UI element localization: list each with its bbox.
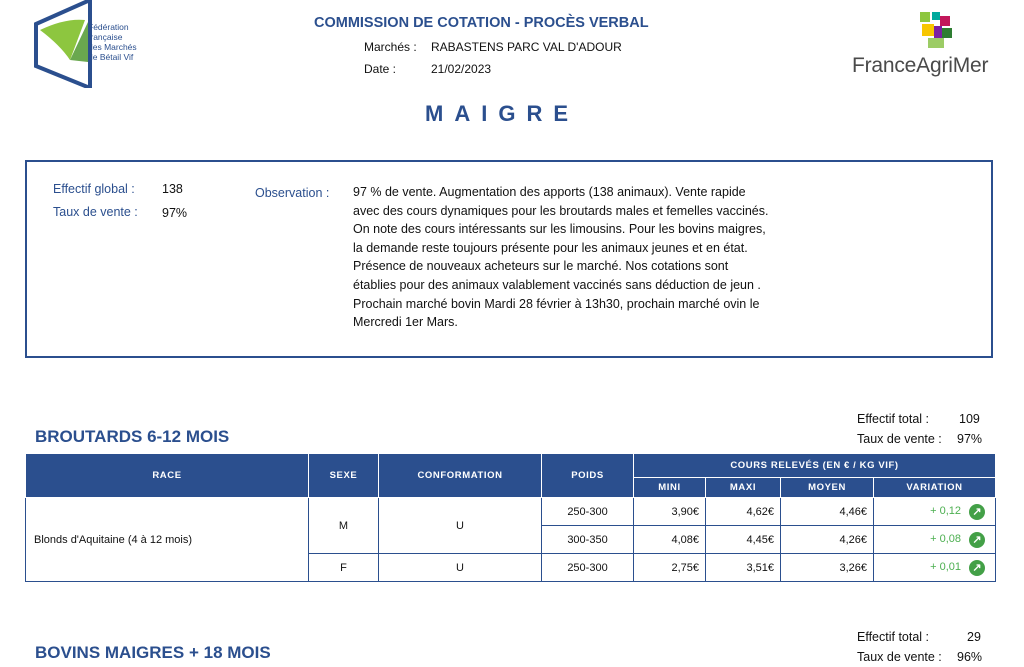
mini-cell: 3,90€	[634, 498, 706, 526]
mini-cell: 2,75€	[634, 554, 706, 582]
section-title-bovins-maigres: BOVINS MAIGRES + 18 MOIS	[35, 643, 271, 662]
header-maxi: MAXI	[706, 478, 781, 498]
section-taux-value: 97%	[957, 432, 983, 446]
effectif-global-value: 138	[162, 182, 183, 196]
sexe-cell: F	[309, 554, 379, 582]
franceagrimer-mosaic-icon	[914, 10, 958, 50]
ffmbv-line-3: des Marchés	[88, 42, 137, 52]
up-arrow-icon: ↗	[969, 532, 985, 548]
section-effectif-value: 109	[959, 412, 980, 426]
header-sexe: SEXE	[309, 454, 379, 498]
document-title: COMMISSION DE COTATION - PROCÈS VERBAL	[314, 15, 649, 31]
poids-cell: 300-350	[542, 526, 634, 554]
section-effectif-label: Effectif total :	[857, 630, 930, 644]
market-value: RABASTENS PARC VAL D'ADOUR	[431, 40, 622, 54]
maxi-cell: 4,45€	[706, 526, 781, 554]
section-effectif-label: Effectif total :	[857, 412, 930, 426]
main-title: MAIGRE	[425, 101, 579, 126]
variation-value: + 0,12	[930, 505, 961, 518]
header-race: RACE	[26, 454, 309, 498]
moyen-cell: 4,26€	[781, 526, 874, 554]
ffmbv-line-4: de Bétail Vif	[88, 52, 134, 62]
poids-cell: 250-300	[542, 554, 634, 582]
variation-value: + 0,08	[930, 533, 961, 546]
variation-cell	[874, 498, 996, 526]
section-taux-label: Taux de vente :	[857, 432, 942, 446]
conformation-cell: U	[379, 554, 542, 582]
header-poids: POIDS	[542, 454, 634, 498]
cotation-table	[25, 453, 996, 582]
section-effectif-value: 29	[967, 630, 981, 644]
section-taux-label: Taux de vente :	[857, 650, 942, 664]
section-taux-value: 96%	[957, 650, 983, 664]
header-mini: MINI	[634, 478, 706, 498]
observation-text: 97 % de vente. Augmentation des apports (138 animaux). Vente rapide avec des cours dynamiques pour les broutards males et femelles vaccinés. On note des cours intéressants sur les limousins. Pour les bovins maigres, la demande reste toujours présente pour les animaux jeunes et en état. Présence de nouveaux acheteurs sur le marché. Nos cotations sont établies pour des animaux valablement vaccinés sans déduction de jeun . Prochain marché bovin Mardi 28 février à 13h30, prochain marché ovin le Mercredi 1er Mars.	[353, 185, 769, 330]
ffmbv-line-2: française	[88, 32, 123, 42]
mini-cell: 4,08€	[634, 526, 706, 554]
ffmbv-line-1: Fédération	[88, 22, 129, 32]
date-value: 21/02/2023	[431, 62, 492, 76]
maxi-cell: 3,51€	[706, 554, 781, 582]
market-label: Marchés :	[364, 40, 417, 54]
header-cours: COURS RELEVÉS (EN € / KG VIF)	[634, 454, 996, 478]
header-conformation: CONFORMATION	[379, 454, 542, 498]
variation-cell	[874, 526, 996, 554]
effectif-global-label: Effectif global :	[53, 182, 135, 196]
header-variation: VARIATION	[874, 478, 996, 498]
variation-cell	[874, 554, 996, 582]
taux-vente-label: Taux de vente :	[53, 205, 138, 219]
sexe-cell: M	[309, 498, 379, 554]
observation-label: Observation :	[255, 186, 330, 200]
up-arrow-icon: ↗	[969, 504, 985, 520]
variation-value: + 0,01	[930, 561, 961, 574]
conformation-cell: U	[379, 498, 542, 554]
up-arrow-icon: ↗	[969, 560, 985, 576]
section-title-broutards: BROUTARDS 6-12 MOIS	[35, 427, 230, 446]
taux-vente-value: 97%	[162, 206, 188, 220]
franceagrimer-logo	[852, 10, 997, 75]
date-label: Date :	[364, 62, 397, 76]
ffmbv-logo	[30, 0, 145, 88]
poids-cell: 250-300	[542, 498, 634, 526]
ffmbv-logo-text	[88, 22, 137, 62]
table-row	[26, 498, 996, 526]
franceagrimer-text: FranceAgriMer	[852, 54, 989, 77]
race-cell: Blonds d'Aquitaine (4 à 12 mois)	[26, 498, 309, 582]
header-moyen: MOYEN	[781, 478, 874, 498]
moyen-cell: 4,46€	[781, 498, 874, 526]
maxi-cell: 4,62€	[706, 498, 781, 526]
moyen-cell: 3,26€	[781, 554, 874, 582]
